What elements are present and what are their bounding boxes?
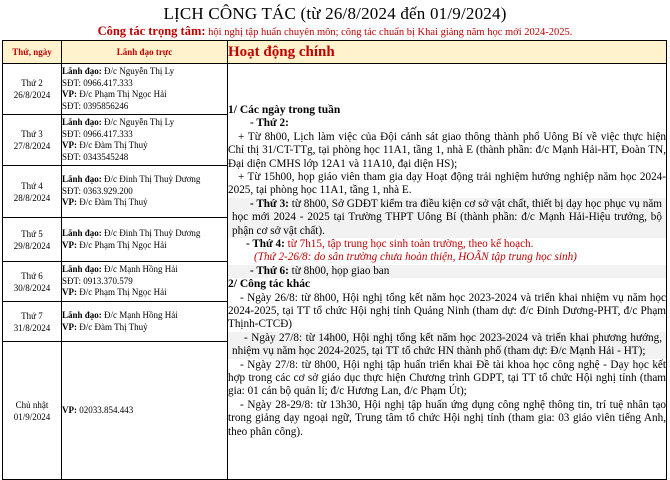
focus-text: hội nghị tập huấn chuyên môn; công tác chuẩn bị Khai giảng năm học mới 2024-2025. [208,27,573,38]
activity-cell [228,64,667,480]
leader-cell: Lãnh đạo: Đ/c Đinh Thị Thuỳ Dương VP: Đ/c Phạm Thị Ngọc Hải [62,218,228,262]
other-item-3: - Ngày 27/8: từ 8h00, Hội nghị tập huấn triển khai Đề tài khoa học công nghệ - Dạy học kết hợp trong các cơ sở giáo dục thực hiện Chương trình GDPT, tại TT tổ chức Hội nghị tỉnh (tham gia: 01 cán bộ quản lí; đ/c Hương Lan, đ/c Phạm Út); [228,358,666,398]
other-item-2: - Ngày 27/8: từ 14h00, Hội nghị tổng kết năm học 2023-2024 và triển khai phương hướng, nhiệm vụ năm học 2024-2025, tại TT tổ chức HN thành phố (tham dự: Đ/c Mạnh Hải - HT); [228,332,666,359]
monday-item-1: + Từ 8h00, Lịch làm việc của Đội cảnh sát giao thông thành phố Uông Bí về việc thực hiện Chỉ thị 31/CT-TTg, tại phòng học 11A1, tầng 1, nhà E (thành phần: đ/c Mạnh Hải-HT, Đoàn TN, Đại diện CMHS lớp 12A1 và 11A10, đại diện HS); [228,130,666,170]
section-other: 2/ Công tác khác [228,278,311,291]
leader-cell: Lãnh đạo: Đ/c Nguyễn Thị Ly SĐT: 0966.417.333 VP: Đ/c Đàm Thị Thuỷ SĐT: 0343545248 [62,115,228,166]
friday-item: - Thứ 6: từ 8h00, họp giao ban [228,265,666,278]
wednesday-item: - Thứ 4: từ 7h15, tập trung học sinh toàn trường, theo kế hoạch. [246,237,534,250]
monday-item-2: + Từ 15h00, họp giáo viên tham gia dạy Hoạt động trải nghiệm hướng nghiệp năm học 2024-2025, tại phòng học 11A1, tầng 1, nhà E. [228,170,666,197]
header-day: Thứ, ngày [3,41,62,64]
leader-cell: VP: 02033.854.443 [62,342,228,480]
other-item-4: - Ngày 28-29/8: từ 13h30, Hội nghị tập huấn ứng dụng công nghệ thông tin, trí tuệ nhân tạo trong giảng dạy ngoại ngữ, Trung tâm tổ chức Hội nghị tỉnh (tham gia: 03 giáo viên tiếng Anh, theo phân công). [228,398,666,438]
day-cell: Thứ 3 27/8/2024 [3,115,62,166]
day-cell: Thứ 7 31/8/2024 [3,302,62,342]
leader-cell: Lãnh đạo: Đ/c Mạnh Hồng Hải SĐT: 0913.370.579 VP: Đ/c Phạm Thị Ngọc Hải [62,262,228,302]
table-row [3,64,667,115]
wednesday-note: (Thứ 2-26/8: do sân trường chưa hoàn thiện, HOÃN tập trung học sinh) [254,251,577,264]
schedule-table [2,40,667,480]
leader-cell: Lãnh đạo: Đ/c Nguyễn Thị Ly SĐT: 0966.417.333 VP: Đ/c Phạm Thị Ngọc Hải SĐT: 0395856246 [62,64,228,115]
tuesday-item: - Thứ 3: từ 8h00, Sở GDĐT kiểm tra điều kiện cơ sở vật chất, thiết bị dạy học phục vụ năm học mới 2024 - 2025 tại Trường THPT Uông Bí (thành phần: đ/c Mạnh Hải-Hiệu trưởng, bộ phận cơ sở vật chất). [228,198,666,238]
focus-line [0,24,670,39]
header-leader: Lãnh đạo trực [62,41,228,64]
other-item-1: - Ngày 26/8: từ 8h00, Hội nghị tổng kết năm học 2023-2024 và triển khai nhiệm vụ năm học 2024-2025, tại TT tổ chức Hội nghị tỉnh Quảng Ninh (tham dự: đ/c Đinh Dương-PHT, đ/c Phạm Thịnh-CTCĐ) [228,291,666,331]
day-cell: Thứ 5 29/8/2024 [3,218,62,262]
leader-cell: Lãnh đạo: Đ/c Đinh Thị Thuỳ Dương SĐT: 0363.929.200 VP: Đ/c Đàm Thị Thuỷ [62,166,228,218]
leader-cell: Lãnh đạo: Đ/c Mạnh Hồng Hải VP: Đ/c Đàm Thị Thuỷ [62,302,228,342]
header-activity: Hoạt động chính [228,41,667,64]
day-cell: Thứ 6 30/8/2024 [3,262,62,302]
section-weekdays: 1/ Các ngày trong tuần [228,103,341,116]
day-cell: Chủ nhật 01/9/2024 [3,342,62,480]
focus-label: Công tác trọng tâm: [97,24,206,38]
page-title: LỊCH CÔNG TÁC (từ 26/8/2024 đến 01/9/2024) [163,4,507,23]
day-cell: Thứ 2 26/8/2024 [3,64,62,115]
header-row [3,41,667,64]
day-cell: Thứ 4 28/8/2024 [3,166,62,218]
monday-label: - Thứ 2: [250,117,289,130]
